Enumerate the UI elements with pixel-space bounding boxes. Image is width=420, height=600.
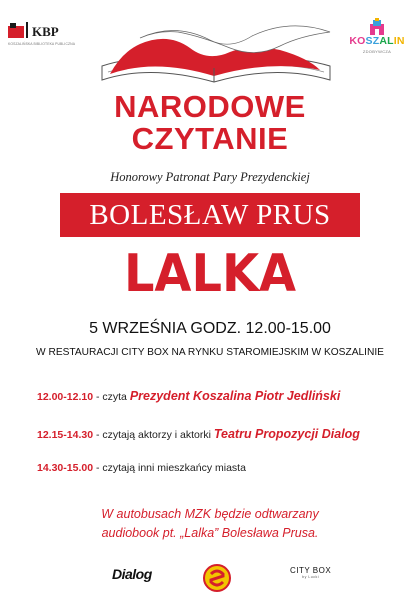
koszalin-logo-text: KOSZALIN <box>349 35 405 47</box>
koszalin-logo <box>344 18 410 62</box>
patronage-text: Honorowy Patronat Pary Prezydenckiej <box>110 170 310 184</box>
schedule-item <box>37 427 360 441</box>
dialog-logo <box>112 566 152 582</box>
koszalin-castle-icon <box>367 18 387 36</box>
dialog-logo-text: Dialog <box>112 566 152 582</box>
kbp-logo-text: KBP <box>32 24 59 39</box>
open-book-flag-icon <box>80 18 350 92</box>
koszalin-subtitle: ZDOBYWCZA <box>362 49 392 54</box>
schedule-text: - czyta <box>93 391 130 403</box>
citybox-logo-subtitle: by Lucki <box>302 575 320 579</box>
note-line1: W autobusach MZK będzie odtwarzany <box>101 507 319 521</box>
author-banner: BOLESŁAW PRUS <box>60 193 360 237</box>
note-line2: audiobook pt. „Lalka” Bolesława Prusa. <box>101 526 319 540</box>
kbp-logo-icon <box>8 20 70 42</box>
schedule-item <box>37 462 246 474</box>
kbp-subtitle: KOSZALIŃSKA BIBLIOTEKA PUBLICZNA <box>8 42 76 46</box>
schedule-time: 12.15-14.30 <box>37 429 94 441</box>
schedule-time: 12.00-12.10 <box>37 391 94 403</box>
schedule-highlight: Teatru Propozycji Dialog <box>213 427 360 441</box>
mzk-logo-icon <box>203 564 231 592</box>
schedule-time: 14.30-15.00 <box>37 462 94 474</box>
event-title-line1: NARODOWE <box>114 89 306 124</box>
event-date: 5 WRZEŚNIA GODZ. 12.00-15.00 <box>89 320 331 337</box>
event-location: W RESTAURACJI CITY BOX NA RYNKU STAROMIEJSKIM W KOSZALINIE <box>36 347 384 358</box>
schedule-highlight: Prezydent Koszalina Piotr Jedliński <box>129 389 341 403</box>
kbp-logo <box>8 18 78 50</box>
citybox-logo-text: CITY BOX <box>290 566 332 575</box>
schedule-item <box>37 389 340 403</box>
schedule-text: - czytają aktorzy i aktorki <box>93 429 214 441</box>
citybox-logo <box>290 566 331 579</box>
event-title-line2: CZYTANIE <box>131 121 289 156</box>
book-title: LALKA <box>123 244 297 304</box>
audiobook-note <box>0 505 420 543</box>
schedule-text: - czytają inni mieszkańcy miasta <box>93 462 246 474</box>
